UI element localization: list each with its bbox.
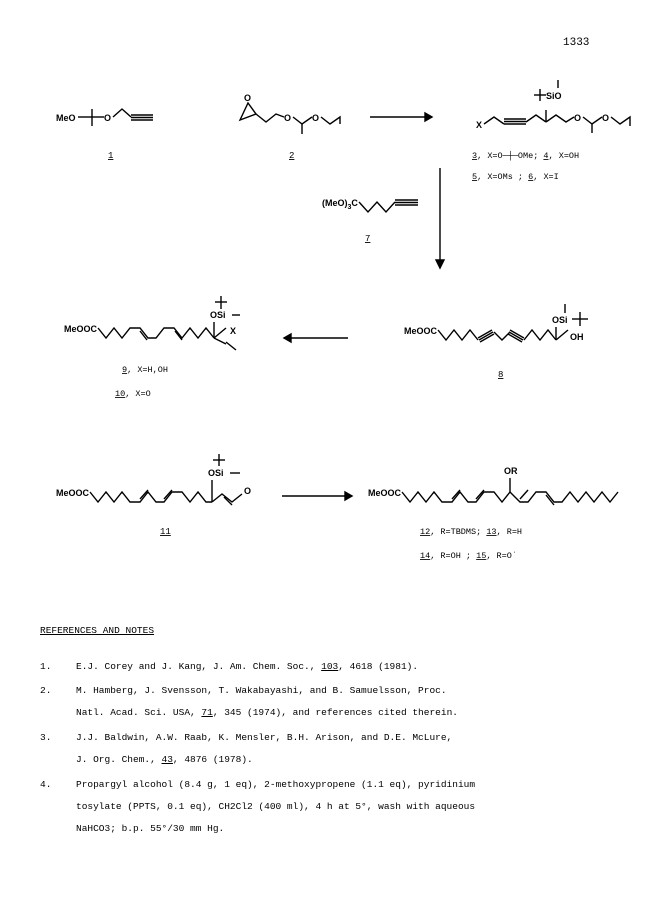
svg-text:(MeO)3C: $(MeO)_3C$ [322,198,358,211]
compound-8-number: 8 [498,370,504,380]
svg-text:OSi: OSi [208,468,224,478]
compound-2-number: 2 [289,151,295,161]
compound-3-6 [472,80,630,182]
svg-text:10, X=O: 10, X=O [115,389,151,399]
compound-8 [404,304,588,380]
compound-1-meo-label: MeO [56,113,76,123]
svg-text:OSi: OSi [552,315,568,325]
svg-text:12, R=TBDMS; 13, R=H: 12, R=TBDMS; 13, R=H [420,527,523,537]
svg-text:OR: OR [504,466,518,476]
svg-text:O: O [574,113,582,123]
svg-text:14, R=OH ; 15, R=O˙: 14, R=OH ; 15, R=O˙ [420,551,517,561]
svg-text:3, X=O─┼─OMe; 4, X=OH: 3, X=O─┼─OMe; 4, X=OH [472,151,580,161]
svg-text:MeOOC: MeOOC [368,488,402,498]
compound-12-15 [368,466,618,561]
svg-text:MeOOC: MeOOC [56,488,90,498]
svg-text:X: X [230,326,237,336]
svg-text:OH: OH [570,332,584,342]
svg-text:9, X=H,OH: 9, X=H,OH [122,365,168,375]
compound-1-number: 1 [108,151,114,161]
compound-9-10 [64,296,240,399]
compound-1 [56,109,153,161]
compound-7 [322,198,418,244]
svg-text:MeOOC: MeOOC [404,326,438,336]
svg-text:O: O [104,113,112,123]
svg-text:MeOOC: MeOOC [64,324,98,334]
svg-text:O: O [312,113,320,123]
svg-text:O: O [244,93,252,103]
svg-text:SiO: SiO [546,91,562,101]
compound-7-number: 7 [365,234,371,244]
compound-11 [56,454,251,537]
compound-2 [240,93,340,161]
svg-text:5, X=OMs ; 6, X=I: 5, X=OMs ; 6, X=I [472,172,559,182]
svg-text:O: O [284,113,292,123]
references-heading: REFERENCES AND NOTES [40,625,155,636]
svg-text:O: O [602,113,610,123]
svg-text:X: X [476,120,483,130]
svg-text:OSi: OSi [210,310,226,320]
svg-text:O: O [244,486,252,496]
page-number: 1333 [563,37,590,49]
compound-11-number: 11 [160,527,171,537]
